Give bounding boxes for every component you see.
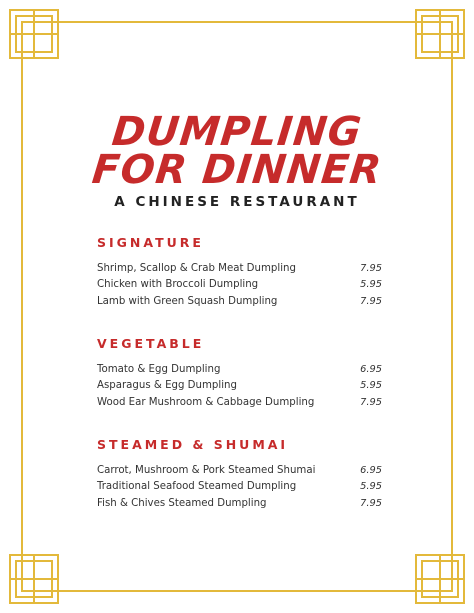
restaurant-subtitle: A CHINESE RESTAURANT — [114, 194, 360, 210]
menu-item — [97, 277, 382, 294]
item-name: Traditional Seafood Steamed Dumpling — [97, 481, 297, 493]
item-price: 5.95 — [360, 481, 382, 493]
item-name: Fish & Chives Steamed Dumpling — [97, 497, 267, 509]
item-name: Asparagus & Egg Dumpling — [97, 380, 237, 392]
menu-section-signature — [97, 236, 382, 310]
item-name: Tomato & Egg Dumpling — [97, 363, 221, 375]
menu-item — [97, 260, 382, 277]
menu-section-vegetable — [97, 337, 382, 411]
item-name: Carrot, Mushroom & Pork Steamed Shumai — [97, 464, 316, 476]
menu-item — [97, 361, 382, 378]
item-price: 5.95 — [360, 380, 382, 392]
item-price: 7.95 — [360, 497, 382, 509]
item-price: 5.95 — [360, 279, 382, 291]
item-price: 6.95 — [360, 464, 382, 476]
item-price: 7.95 — [360, 295, 382, 307]
menu-item — [97, 462, 382, 479]
section-title: VEGETABLE — [97, 336, 205, 351]
menu-item — [97, 378, 382, 395]
menu-item — [97, 394, 382, 411]
menu-item — [97, 293, 382, 310]
menu-item — [97, 495, 382, 512]
item-name: Shrimp, Scallop & Crab Meat Dumpling — [97, 262, 296, 274]
section-title: STEAMED & SHUMAI — [97, 437, 289, 452]
item-price: 6.95 — [360, 363, 382, 375]
item-price: 7.95 — [360, 396, 382, 408]
item-name: Chicken with Broccoli Dumpling — [97, 279, 259, 291]
section-title: SIGNATURE — [97, 235, 204, 250]
title-line-1: DUMPLING — [109, 109, 365, 155]
item-name: Wood Ear Mushroom & Cabbage Dumpling — [97, 396, 315, 408]
title-line-2: FOR DINNER — [89, 147, 385, 193]
item-name: Lamb with Green Squash Dumpling — [97, 295, 278, 307]
menu-section-steamed-shumai — [97, 438, 382, 512]
item-price: 7.95 — [360, 262, 382, 274]
menu-item — [97, 479, 382, 496]
